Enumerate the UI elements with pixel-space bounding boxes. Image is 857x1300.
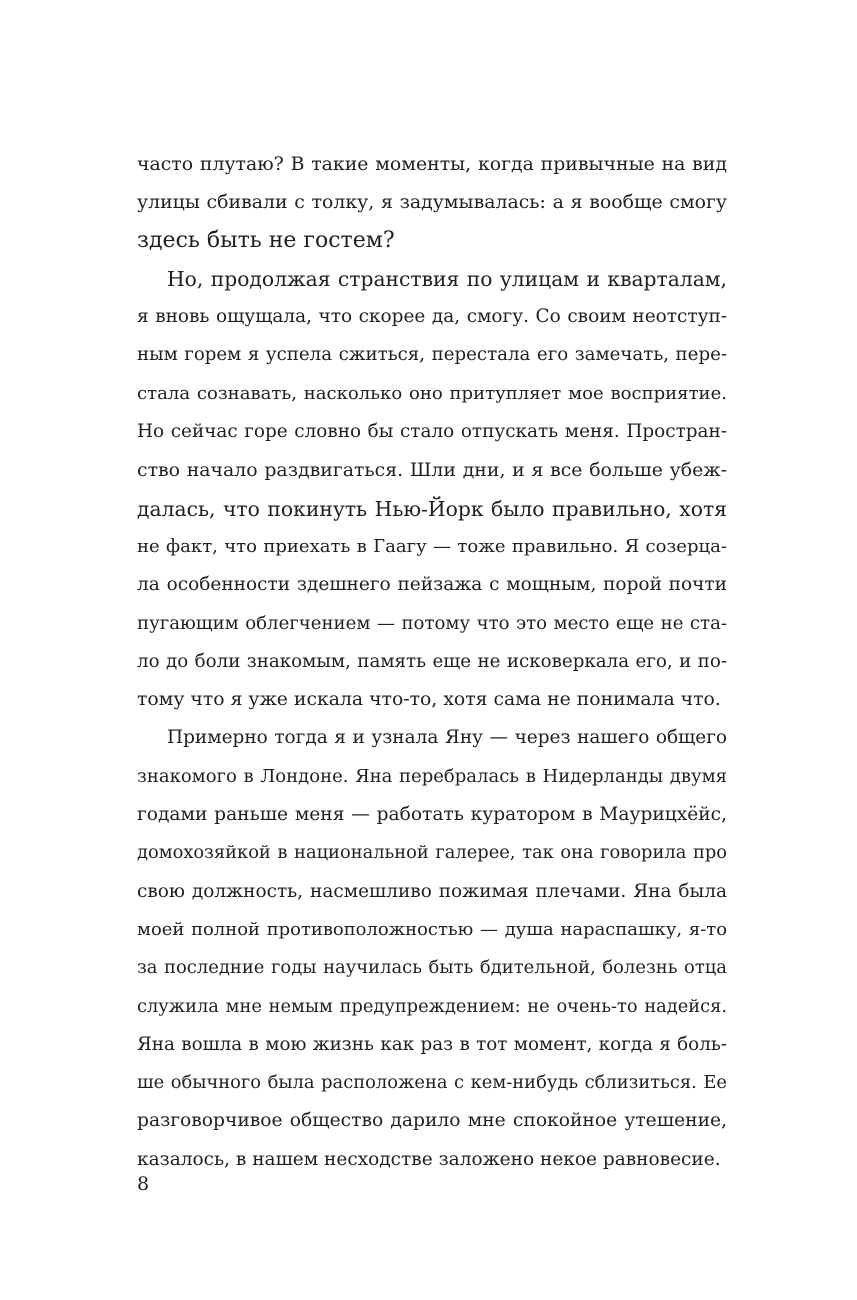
text-line: Яна вошла в мою жизнь как раз в тот момент, когда я боль- xyxy=(137,1033,727,1055)
text-line: далась, что покинуть Нью-Йорк было правильно, хотя xyxy=(137,496,727,521)
text-line: служила мне немым предупреждением: не очень-то надейся. xyxy=(137,995,727,1017)
text-line: годами раньше меня — работать куратором в Маурицхёйс, xyxy=(137,804,727,826)
text-line: ла особенности здешнего пейзажа с мощным, порой почти xyxy=(137,574,727,596)
text-line: за последние годы научилась быть бдительной, болезнь отца xyxy=(137,957,727,979)
text-line: Но, продолжая странствия по улицам и кварталам, xyxy=(167,266,727,291)
body-text xyxy=(137,145,727,1179)
text-line: Примерно тогда я и узнала Яну — через нашего общего xyxy=(167,727,727,749)
text-line: ство начало раздвигаться. Шли дни, и я все больше убеж- xyxy=(137,459,727,482)
text-line: свою должность, насмешливо пожимая плечами. Яна была xyxy=(137,880,727,902)
text-line: разговорчивое общество дарило мне спокойное утешение, xyxy=(137,1110,727,1132)
text-line: часто плутаю? В такие моменты, когда привычные на вид xyxy=(137,153,727,175)
text-line: Но сейчас горе словно бы стало отпускать меня. Простран- xyxy=(137,421,727,443)
text-line: ным горем я успела сжиться, перестала его замечать, пере- xyxy=(137,344,727,366)
text-line: ло до боли знакомым, память еще не исковеркала его, и по- xyxy=(137,650,727,672)
text-line: ше обычного была расположена с кем-нибудь сблизиться. Ее xyxy=(137,1072,727,1094)
text-line: казалось, в нашем несходстве заложено некое равновесие. xyxy=(137,1148,721,1170)
text-line: улицы сбивали с толку, я задумывалась: а я вообще смогу xyxy=(137,191,727,214)
text-line: моей полной противоположностью — душа нараспашку, я-то xyxy=(137,918,727,940)
text-line: знакомого в Лондоне. Яна перебралась в Нидерланды двумя xyxy=(137,765,727,787)
page-number: 8 xyxy=(137,1173,150,1195)
text-line: домохозяйкой в национальной галерее, так она говорила про xyxy=(137,842,727,864)
text-line: здесь быть не гостем? xyxy=(137,227,395,253)
text-line: я вновь ощущала, что скорее да, смогу. Со своим неотступ- xyxy=(137,306,727,328)
text-line: тому что я уже искала что-то, хотя сама не понимала что. xyxy=(137,689,721,711)
text-line: пугающим облегчением — потому что это место еще не ста- xyxy=(137,612,727,634)
text-line: стала сознавать, насколько оно притупляет мое восприятие. xyxy=(137,382,727,404)
text-line: не факт, что приехать в Гаагу — тоже правильно. Я созерца- xyxy=(137,535,727,557)
